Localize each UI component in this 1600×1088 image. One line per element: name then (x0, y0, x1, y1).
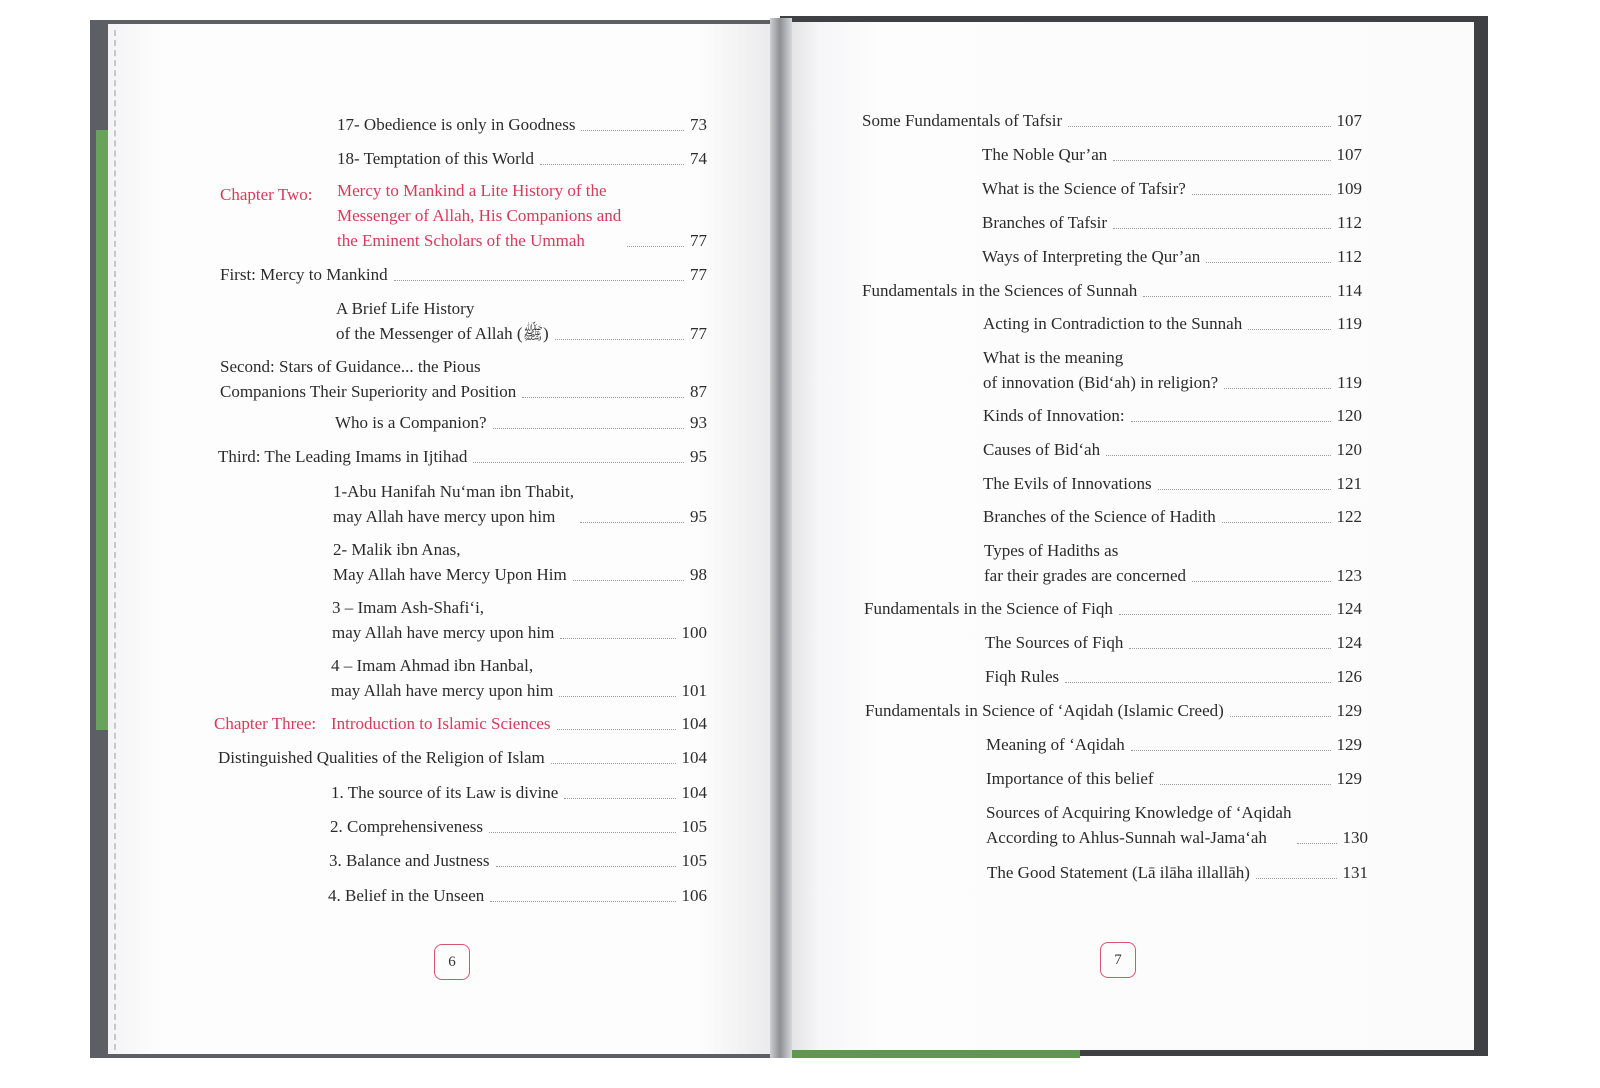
toc-page: 74 (690, 149, 707, 168)
toc-page: 105 (681, 817, 707, 836)
leader-dots (1222, 522, 1331, 523)
leader-dots (1068, 126, 1330, 127)
toc-entry (983, 403, 1362, 428)
toc-page: 119 (1337, 314, 1362, 333)
toc-page: 119 (1337, 373, 1362, 392)
toc-title: 17- Obedience is only in Goodness (337, 115, 576, 134)
toc-title: Some Fundamentals of Tafsir (862, 111, 1063, 130)
toc-title: Distinguished Qualities of the Religion of Islam (218, 748, 545, 767)
toc-title: Causes of Bid‘ah (983, 440, 1101, 459)
book-spine (770, 18, 792, 1058)
toc-title: Acting in Contradiction to the Sunnah (983, 314, 1243, 333)
toc-title: Ways of Interpreting the Qur’an (982, 247, 1201, 266)
toc-title: The Good Statement (Lā ilāha illallāh) (987, 863, 1250, 882)
leader-dots (490, 901, 675, 902)
toc-page: 107 (1336, 145, 1362, 164)
toc-page: 106 (681, 886, 707, 905)
toc-page: 114 (1337, 281, 1362, 300)
leader-dots (1119, 614, 1331, 615)
leader-dots (557, 729, 676, 730)
page-number-right: 7 (1100, 942, 1136, 978)
toc-page: 120 (1336, 406, 1362, 425)
toc-title: 3. Balance and Justness (329, 851, 490, 870)
toc-page: 120 (1336, 440, 1362, 459)
toc-entry (982, 176, 1362, 201)
toc-entry (986, 732, 1362, 757)
toc-title: 1-Abu Hanifah Nu‘man ibn Thabit, may Allah have mercy upon him (333, 482, 574, 526)
toc-page: 87 (690, 382, 707, 401)
toc-title: A Brief Life History of the Messenger of Allah (ﷺ) (336, 299, 549, 343)
leader-dots (1113, 160, 1330, 161)
toc-title: Fundamentals in the Science of Fiqh (864, 599, 1113, 618)
toc-entry (982, 142, 1362, 167)
page-stitching (114, 30, 118, 1050)
toc-title: Branches of the Science of Hadith (983, 507, 1216, 526)
toc-title: What is the meaning of innovation (Bid‘ah) in religion? (983, 348, 1219, 392)
toc-title: Branches of Tafsir (982, 213, 1108, 232)
toc-page: 95 (690, 447, 707, 466)
toc-page: 123 (1336, 566, 1362, 585)
toc-page: 112 (1337, 213, 1362, 232)
toc-entry (865, 698, 1362, 723)
toc-page: 77 (690, 265, 707, 284)
toc-title: Types of Hadiths as far their grades are concerned (984, 541, 1186, 585)
leader-dots (1192, 194, 1331, 195)
chapter-two-label: Chapter Two: (220, 185, 313, 204)
toc-title: Fundamentals in Science of ‘Aqidah (Islamic Creed) (865, 701, 1224, 720)
toc-entry (335, 410, 707, 435)
toc-page: 129 (1336, 735, 1362, 754)
leader-dots (496, 866, 676, 867)
toc-entry (337, 112, 707, 137)
leader-dots (473, 462, 684, 463)
toc-page: 124 (1336, 599, 1362, 618)
toc-page: 95 (690, 507, 707, 526)
toc-page: 93 (690, 413, 707, 432)
leader-dots (522, 397, 684, 398)
leader-dots (540, 164, 684, 165)
toc-entry (982, 244, 1362, 269)
toc-title: Introduction to Islamic Sciences (331, 714, 551, 733)
toc-title: Sources of Acquiring Knowledge of ‘Aqidah According to Ahlus-Sunnah wal-Jama‘ah (986, 803, 1292, 847)
toc-page: 98 (690, 565, 707, 584)
leader-dots (559, 696, 675, 697)
leader-dots (1224, 388, 1331, 389)
toc-entry (984, 538, 1362, 588)
toc-page: 77 (690, 324, 707, 343)
leader-dots (1131, 421, 1331, 422)
toc-page: 105 (681, 851, 707, 870)
leader-dots (1160, 784, 1331, 785)
toc-entry (987, 860, 1368, 885)
leader-dots (1106, 455, 1330, 456)
toc-title: 2. Comprehensiveness (330, 817, 483, 836)
toc-entry (864, 596, 1362, 621)
toc-title: First: Mercy to Mankind (220, 265, 388, 284)
toc-entry (982, 210, 1362, 235)
leader-dots (1256, 878, 1337, 879)
toc-entry (218, 745, 707, 770)
toc-entry (333, 479, 707, 529)
toc-title: Fundamentals in the Sciences of Sunnah (862, 281, 1138, 300)
leader-dots (573, 580, 684, 581)
toc-page: 109 (1336, 179, 1362, 198)
page-number-left: 6 (434, 944, 470, 980)
leader-dots (580, 522, 684, 523)
toc-page: 100 (681, 623, 707, 642)
leader-dots (581, 130, 684, 131)
toc-page: 104 (681, 748, 707, 767)
toc-page: 129 (1336, 769, 1362, 788)
leader-dots (1143, 296, 1331, 297)
leader-dots (564, 798, 675, 799)
toc-entry (983, 471, 1362, 496)
toc-page: 131 (1342, 863, 1368, 882)
toc-entry (328, 883, 707, 908)
toc-entry (862, 278, 1362, 303)
toc-entry (331, 653, 707, 703)
toc-entry (333, 537, 707, 587)
leader-dots (493, 428, 684, 429)
toc-page: 107 (1336, 111, 1362, 130)
toc-page: 121 (1336, 474, 1362, 493)
toc-title: Third: The Leading Imams in Ijtihad (218, 447, 468, 466)
toc-entry (985, 664, 1362, 689)
toc-title: The Sources of Fiqh (985, 633, 1124, 652)
leader-dots (394, 280, 684, 281)
chapter-three-label: Chapter Three: (214, 714, 317, 733)
toc-entry (985, 630, 1362, 655)
toc-entry (332, 595, 707, 645)
toc-page: 112 (1337, 247, 1362, 266)
leader-dots (1248, 329, 1331, 330)
toc-page: 129 (1336, 701, 1362, 720)
toc-title: Who is a Companion? (335, 413, 487, 432)
toc-entry (330, 814, 707, 839)
leader-dots (1065, 682, 1330, 683)
toc-entry-chapter-three (331, 711, 707, 736)
leader-dots (489, 832, 676, 833)
toc-title: The Noble Qur’an (982, 145, 1108, 164)
toc-title: 2- Malik ibn Anas, May Allah have Mercy Upon Him (333, 540, 567, 584)
toc-page: 104 (681, 783, 707, 802)
left-green-edge (96, 130, 108, 730)
toc-title: What is the Science of Tafsir? (982, 179, 1186, 198)
toc-page: 104 (681, 714, 707, 733)
toc-title: Kinds of Innovation: (983, 406, 1125, 425)
toc-entry (983, 345, 1362, 395)
leader-dots (555, 339, 684, 340)
toc-page: 77 (690, 231, 707, 250)
toc-page: 73 (690, 115, 707, 134)
toc-entry (337, 146, 707, 171)
toc-title: The Evils of Innovations (983, 474, 1152, 493)
toc-title: 3 – Imam Ash-Shafi‘i, may Allah have mercy upon him (332, 598, 555, 642)
toc-title: 4 – Imam Ahmad ibn Hanbal, may Allah have mercy upon him (331, 656, 554, 700)
leader-dots (1297, 843, 1336, 844)
toc-title: 1. The source of its Law is divine (331, 783, 559, 802)
toc-title: 18- Temptation of this World (337, 149, 535, 168)
leader-dots (1192, 581, 1331, 582)
toc-page: 122 (1336, 507, 1362, 526)
leader-dots (627, 246, 684, 247)
toc-title: Fiqh Rules (985, 667, 1060, 686)
toc-entry (986, 766, 1362, 791)
toc-entry (220, 354, 707, 404)
toc-entry (986, 800, 1368, 850)
toc-entry (862, 108, 1362, 133)
leader-dots (1113, 228, 1331, 229)
toc-entry (220, 262, 707, 287)
toc-title: Importance of this belief (986, 769, 1154, 788)
leader-dots (1129, 648, 1330, 649)
leader-dots (1206, 262, 1331, 263)
toc-entry (218, 444, 707, 469)
toc-entry (983, 437, 1362, 462)
toc-entry (983, 311, 1362, 336)
toc-page: 126 (1336, 667, 1362, 686)
leader-dots (1158, 489, 1331, 490)
toc-page: 101 (681, 681, 707, 700)
leader-dots (560, 638, 675, 639)
toc-page: 130 (1342, 828, 1368, 847)
toc-title: 4. Belief in the Unseen (328, 886, 485, 905)
toc-entry (331, 780, 707, 805)
toc-title: Mercy to Mankind a Lite History of the Messenger of Allah, His Companions and the Eminent Scholars of the Ummah (337, 181, 622, 250)
leader-dots (1131, 750, 1331, 751)
toc-title: Meaning of ‘Aqidah (986, 735, 1125, 754)
toc-title: Second: Stars of Guidance... the Pious Companions Their Superiority and Position (220, 357, 517, 401)
toc-entry-chapter-two (337, 178, 707, 253)
leader-dots (551, 763, 676, 764)
toc-entry (336, 296, 707, 346)
toc-entry (329, 848, 707, 873)
toc-entry (983, 504, 1362, 529)
toc-page: 124 (1336, 633, 1362, 652)
leader-dots (1230, 716, 1331, 717)
